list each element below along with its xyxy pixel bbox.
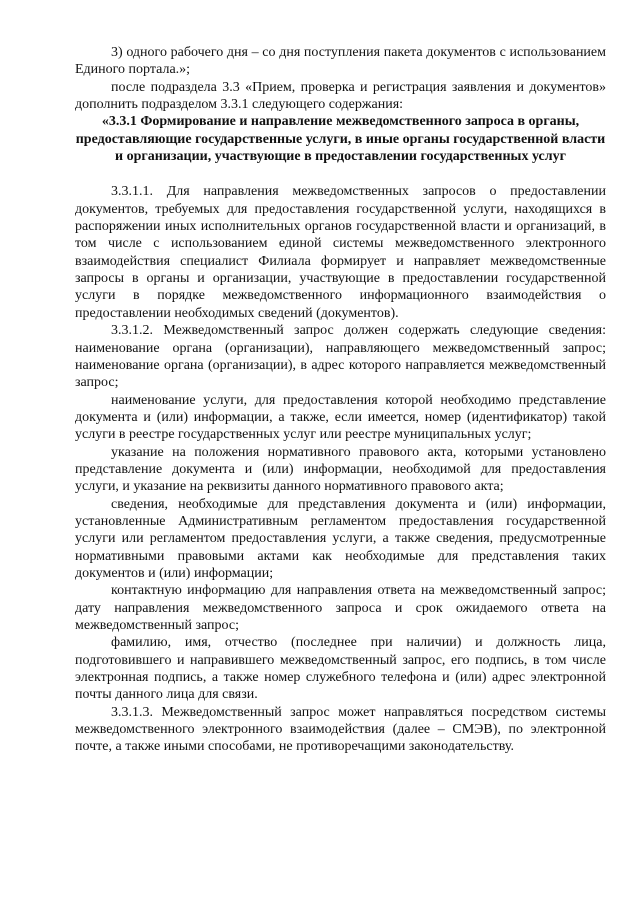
document-page: [75, 44, 606, 756]
spacer: [75, 165, 606, 183]
paragraph-required-info: сведения, необходимые для представления документа и (или) информации, установленные Административным регламентом предоставления государственной услуги или регламентом предоставления услуги, а также сведения, предусмотренные нормативными правовыми актами как необходимые для представления таких документов и (или) информации;: [75, 496, 606, 581]
paragraph-signatory: фамилию, имя, отчество (последнее при наличии) и должность лица, подготовившего и направившего межведомственный запрос, его подпись, в том числе электронная подпись, а также номер служебного телефона и (или) адрес электронной почты данного лица для связи.: [75, 635, 606, 703]
intro-paragraph-1: 3) одного рабочего дня – со дня поступления пакета документов с использованием Единого портала.»;: [75, 45, 606, 78]
paragraph-legal-act: указание на положения нормативного правового акта, которыми установлено представление документа и (или) информации, необходимой для предоставления услуги, и указание на реквизиты данного нормативного правового акта;: [75, 444, 606, 495]
paragraph-contact-info: контактную информацию для направления ответа на межведомственный запрос; дату направления межведомственного запроса и срок ожидаемого ответа на межведомственный запрос;: [75, 583, 606, 633]
section-heading: «3.3.1 Формирование и направление межведомственного запроса в органы, предоставляющие государственные услуги, в иные органы государственной власти и организации, участвующие в предоставлении государственных услуг: [75, 114, 606, 165]
paragraph-3-3-1-1: 3.3.1.1. Для направления межведомственных запросов о предоставлении документов, требуемых для предоставления государственной услуги, находящихся в распоряжении иных исполнительных органов государственной власти и организаций, в том числе с использованием единой системы межведомственного электронного взаимодействия специалист Филиала формирует и направляет межведомственные запросы в органы и организации, участвующие в предоставлении государственной услуги в порядке межведомственного информационного взаимодействия о предоставлении необходимых сведений (документов).: [75, 184, 606, 321]
paragraph-service-name: наименование услуги, для предоставления которой необходимо представление документа и (или) информации, а также, если имеется, номер (идентификатор) такой услуги в реестре государственных услуг или реестре муниципальных услуг;: [75, 392, 606, 443]
paragraph-3-3-1-2: 3.3.1.2. Межведомственный запрос должен содержать следующие сведения: наименование органа (организации), направляющего межведомственный запрос; наименование органа (организации), в адрес которого направляется межведомственный запрос;: [75, 323, 606, 391]
paragraph-3-3-1-3: 3.3.1.3. Межведомственный запрос может направляться посредством системы межведомственного электронного взаимодействия (далее – СМЭВ), по электронной почте, а также иными способами, не противоречащими законодательству.: [75, 704, 606, 755]
intro-paragraph-2: после подраздела 3.3 «Прием, проверка и регистрация заявления и документов» дополнить подразделом 3.3.1 следующего содержания:: [75, 79, 606, 113]
